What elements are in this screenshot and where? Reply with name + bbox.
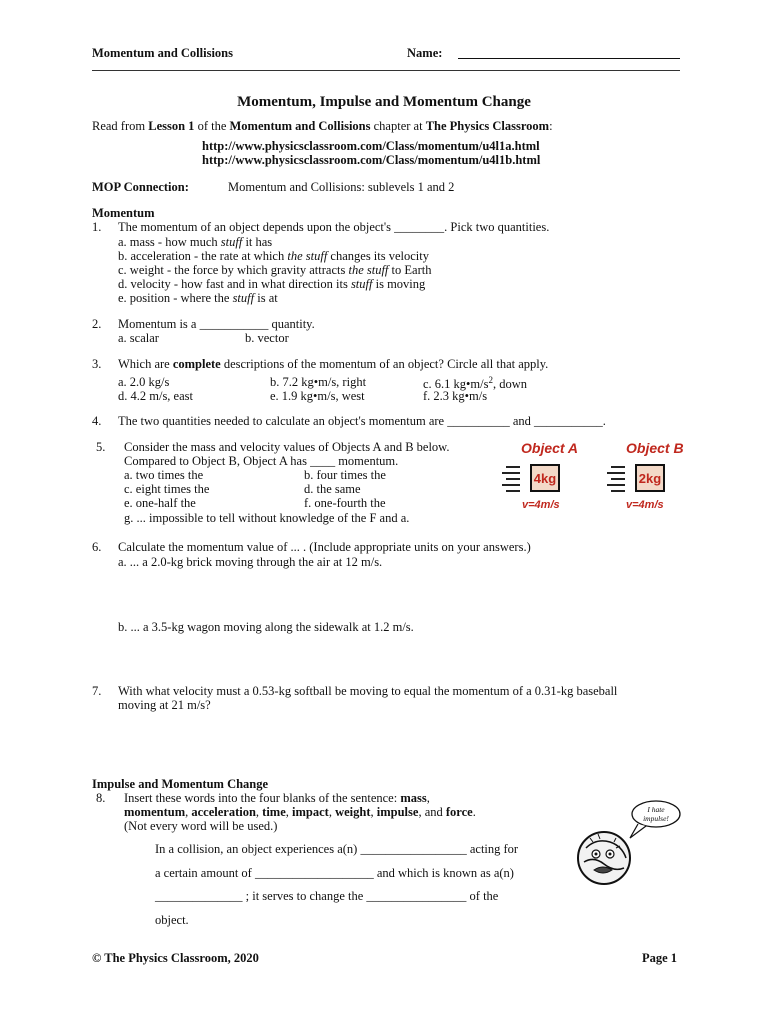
speed-line: [607, 484, 625, 486]
q5-option-a: a. two times the: [124, 468, 204, 482]
q8-note: (Not every word will be used.): [124, 819, 278, 833]
q5-option-g: g. ... impossible to tell without knowledge of the F and a.: [124, 511, 410, 525]
q3-option-e: e. 1.9 kg•m/s, west: [270, 389, 365, 403]
speed-line: [611, 466, 625, 468]
header-divider: [92, 70, 680, 71]
speed-line: [611, 478, 625, 480]
q8-sentence-4: object.: [155, 913, 189, 927]
mop-label: MOP Connection:: [92, 180, 189, 194]
speed-line: [502, 472, 520, 474]
url-link-2[interactable]: http://www.physicsclassroom.com/Class/momentum/u4l1b.html: [202, 153, 541, 167]
q2-number: 2.: [92, 317, 102, 331]
q1-option-c: c. weight - the force by which gravity attracts the stuff to Earth: [118, 263, 432, 277]
speed-line: [611, 490, 625, 492]
q8-number: 8.: [96, 791, 106, 805]
intro-mid2: chapter at: [370, 119, 426, 133]
q5-option-c: c. eight times the: [124, 482, 210, 496]
q8-line1: Insert these words into the four blanks of the sentence: mass,: [124, 791, 430, 805]
intro-chapter: Momentum and Collisions: [229, 119, 371, 133]
q8-word-list: momentum, acceleration, time, impact, weight, impulse, and force.: [124, 805, 476, 819]
q8-sentence-3: ______________ ; it serves to change the ________________ of the: [155, 889, 499, 903]
intro-lesson: Lesson 1: [148, 119, 195, 133]
q6-part-a: a. ... a 2.0-kg brick moving through the air at 12 m/s.: [118, 555, 383, 569]
q6-number: 6.: [92, 540, 102, 554]
speed-line: [502, 484, 520, 486]
speed-line: [607, 472, 625, 474]
page-title: Momentum, Impulse and Momentum Change: [237, 94, 531, 110]
q4-number: 4.: [92, 414, 102, 428]
q6-part-b: b. ... a 3.5-kg wagon moving along the sidewalk at 1.2 m/s.: [118, 620, 414, 634]
q1-option-b: b. acceleration - the rate at which the stuff changes its velocity: [118, 249, 430, 263]
cartoon-ball-icon: [576, 798, 682, 892]
q1-option-d: d. velocity - how fast and in what direction its stuff is moving: [118, 277, 426, 291]
q2-option-a: a. scalar: [118, 331, 159, 345]
mop-text: Momentum and Collisions: sublevels 1 and 2: [228, 180, 455, 194]
speed-line: [506, 490, 520, 492]
q8-sentence-1: In a collision, an object experiences a(n) _________________ acting for: [155, 842, 519, 856]
q2-text: Momentum is a ___________ quantity.: [118, 317, 315, 331]
q1-text: The momentum of an object depends upon the object's ________. Pick two quantities.: [118, 220, 550, 234]
q1-option-a: a. mass - how much stuff it has: [118, 235, 273, 249]
bubble-text-2: impulse!: [643, 814, 669, 823]
url-link-1[interactable]: http://www.physicsclassroom.com/Class/momentum/u4l1a.html: [202, 139, 540, 153]
speed-line: [506, 478, 520, 480]
q3-number: 3.: [92, 357, 102, 371]
footer-copyright: © The Physics Classroom, 2020: [92, 951, 259, 965]
q5-line1: Consider the mass and velocity values of Objects A and B below.: [124, 440, 450, 454]
intro-site: The Physics Classroom: [425, 119, 550, 133]
intro-end: :: [549, 119, 553, 133]
name-field-line[interactable]: [458, 58, 680, 59]
name-label: Name:: [407, 46, 443, 60]
intro-mid1: of the: [194, 119, 230, 133]
object-b-velocity: v=4m/s: [626, 499, 664, 511]
q5-option-f: f. one-fourth the: [304, 496, 386, 510]
object-a-label: Object A: [521, 440, 579, 456]
q4-text: The two quantities needed to calculate an object's momentum are __________ and ___________.: [118, 414, 606, 428]
q3-option-c: c. 6.1 $kg•m/s^2$, down: [423, 375, 528, 392]
bubble-text-1: I hate: [647, 805, 665, 814]
q3-option-f: f. 2.3 kg•m/s: [423, 389, 488, 403]
speed-line: [506, 466, 520, 468]
section-impulse: Impulse and Momentum Change: [92, 777, 269, 791]
object-a-box: 4kg: [530, 464, 560, 492]
q6-text: Calculate the momentum value of ... . (Include appropriate units on your answers.): [118, 540, 531, 554]
q3-option-d: d. 4.2 m/s, east: [118, 389, 193, 403]
q7-line1: With what velocity must a 0.53-kg softball be moving to equal the momentum of a 0.31-kg baseball: [118, 684, 618, 698]
q8-sentence-2: a certain amount of ___________________ and which is known as a(n): [155, 866, 514, 880]
object-a-velocity: v=4m/s: [522, 499, 560, 511]
q3-text: Which are complete descriptions of the momentum of an object? Circle all that apply.: [118, 357, 549, 371]
q3-option-b: b. 7.2 kg•m/s, right: [270, 375, 367, 389]
q3-option-a: a. 2.0 kg/s: [118, 375, 170, 389]
section-momentum: Momentum: [92, 206, 155, 220]
q5-number: 5.: [96, 440, 106, 454]
q5-option-d: d. the same: [304, 482, 361, 496]
q7-line2: moving at 21 m/s?: [118, 698, 211, 712]
q1-option-e: e. position - where the stuff is at: [118, 291, 278, 305]
q2-option-b: b. vector: [245, 331, 289, 345]
intro-line: [92, 119, 553, 134]
intro-pre: Read from: [92, 119, 149, 133]
q5-line2: Compared to Object B, Object A has ____ momentum.: [124, 454, 399, 468]
q5-option-e: e. one-half the: [124, 496, 196, 510]
object-b-box: 2kg: [635, 464, 665, 492]
footer-page-number: Page 1: [642, 951, 678, 965]
q5-option-b: b. four times the: [304, 468, 386, 482]
q1-number: 1.: [92, 220, 102, 234]
header-course: Momentum and Collisions: [92, 46, 233, 60]
object-b-label: Object B: [626, 440, 684, 456]
q7-number: 7.: [92, 684, 102, 698]
